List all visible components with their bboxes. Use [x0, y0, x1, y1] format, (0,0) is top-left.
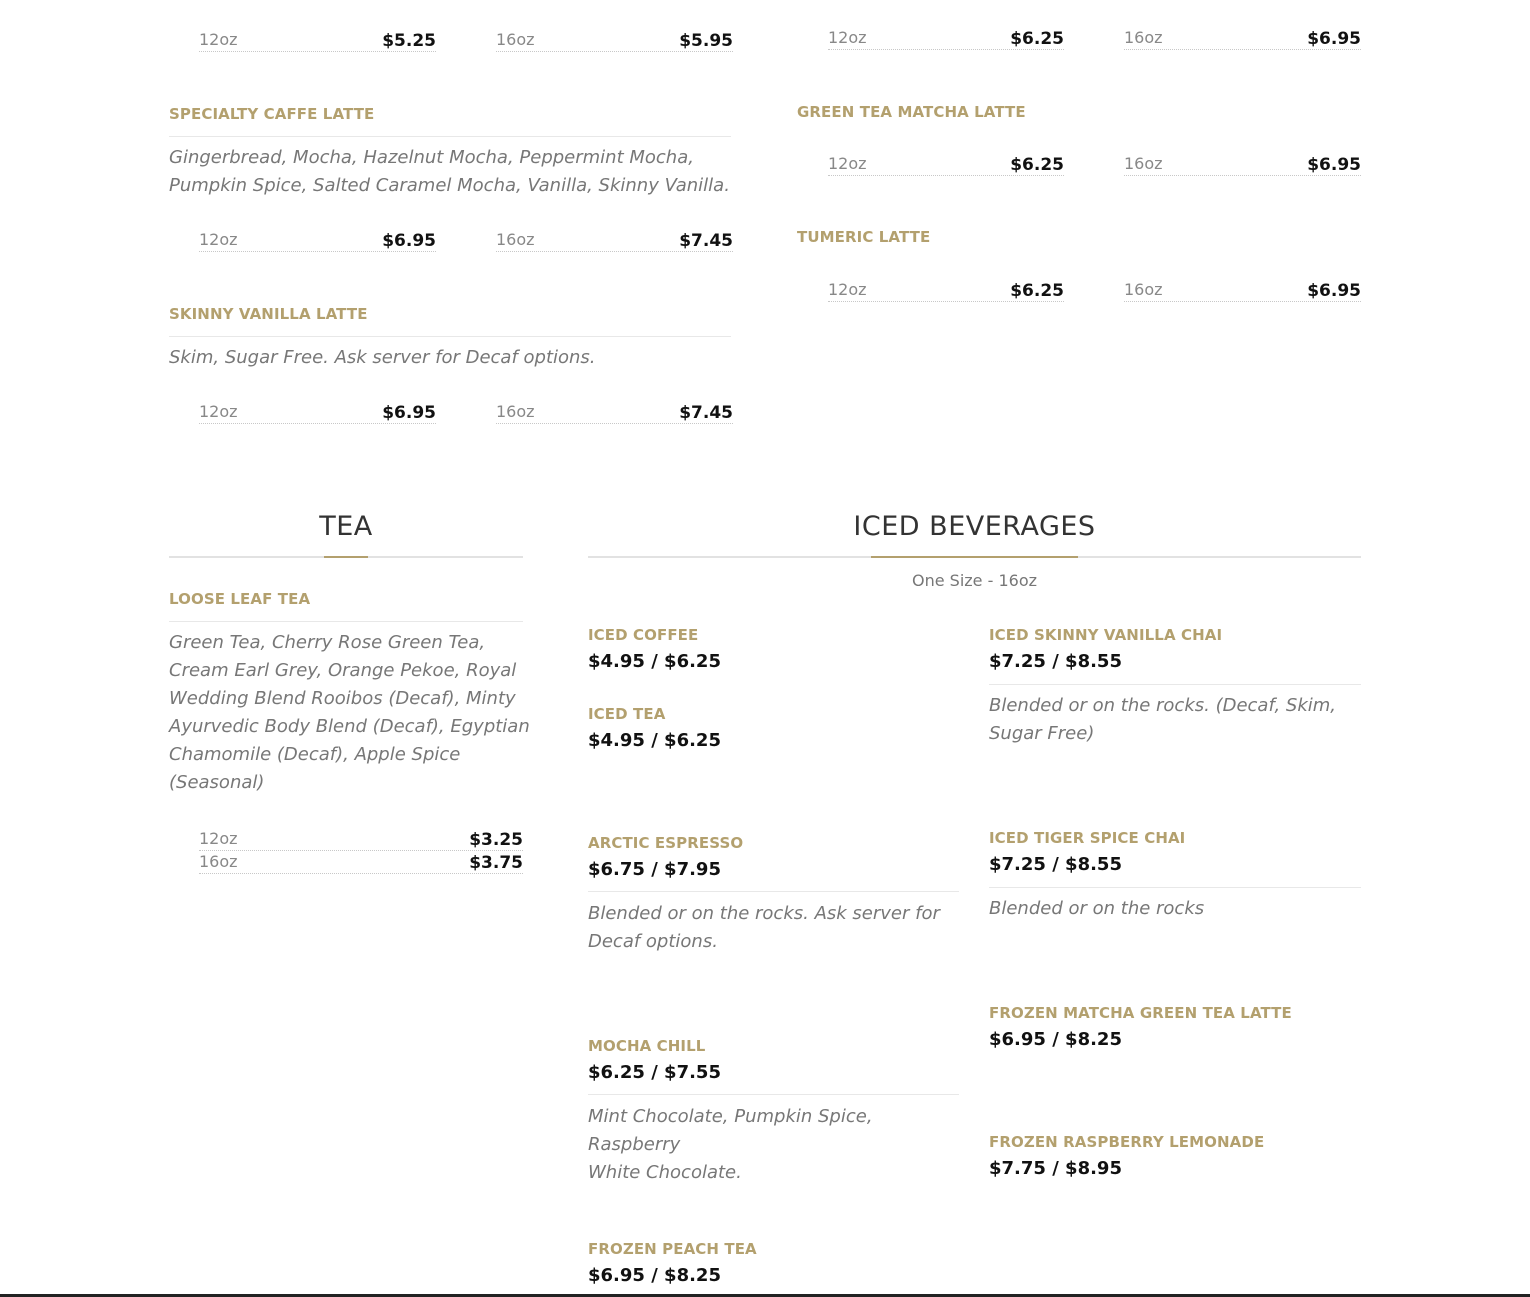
description-line: Cream Earl Grey, Orange Pekoe, Royal: [169, 660, 517, 681]
size-label: 16oz: [496, 402, 535, 421]
item-title-tumeric-latte: TUMERIC LATTE: [797, 228, 931, 246]
description-line: Pumpkin Spice, Salted Caramel Mocha, Vanilla, Skinny Vanilla.: [169, 175, 730, 196]
size-label: 12oz: [199, 230, 238, 249]
description-line: Blended or on the rocks. (Decaf, Skim,: [989, 695, 1337, 716]
price: $4.95 / $6.25: [588, 730, 721, 751]
size-label: 16oz: [199, 852, 238, 871]
item-title-frozen-matcha-green-tea-latte: FROZEN MATCHA GREEN TEA LATTE: [989, 1004, 1292, 1022]
description-line: Blended or on the rocks. Ask server for: [588, 903, 940, 924]
item-title-green-tea-matcha-latte: GREEN TEA MATCHA LATTE: [797, 103, 1026, 121]
item-description: [169, 344, 769, 372]
divider: [169, 336, 731, 337]
item-description: [169, 144, 769, 200]
size-label: 16oz: [1124, 280, 1163, 299]
size-label: 16oz: [1124, 28, 1163, 47]
price: $6.95 / $8.25: [989, 1029, 1122, 1050]
section-title-tea: TEA: [319, 511, 373, 542]
description-line: White Chocolate.: [588, 1162, 742, 1183]
price: $6.95: [1307, 29, 1361, 49]
price: $7.75 / $8.95: [989, 1158, 1122, 1179]
size-label: 12oz: [828, 28, 867, 47]
divider: [588, 891, 959, 892]
size-row: [496, 230, 733, 252]
size-row: [496, 30, 733, 52]
section-accent: [871, 556, 1078, 558]
size-label: 16oz: [1124, 154, 1163, 173]
size-row: [199, 829, 523, 851]
size-row: [199, 402, 436, 424]
item-description: [588, 1103, 968, 1187]
size-label: 12oz: [199, 829, 238, 848]
item-description: [588, 900, 968, 956]
price: $5.95: [679, 31, 733, 51]
description-line: Green Tea, Cherry Rose Green Tea,: [169, 632, 486, 653]
item-title-iced-tea: ICED TEA: [588, 705, 666, 723]
item-title-iced-coffee: ICED COFFEE: [588, 626, 699, 644]
size-label: 16oz: [496, 30, 535, 49]
size-row: [828, 28, 1064, 50]
description-line: (Seasonal): [169, 772, 265, 793]
divider: [989, 684, 1361, 685]
description-line: Decaf options.: [588, 931, 718, 952]
price: $7.25 / $8.55: [989, 651, 1122, 672]
price: $3.75: [469, 853, 523, 873]
description-line: Sugar Free): [989, 723, 1095, 744]
divider: [989, 887, 1361, 888]
price: $7.45: [679, 403, 733, 423]
item-title-skinny-vanilla-latte: SKINNY VANILLA LATTE: [169, 305, 368, 323]
item-title-frozen-peach-tea: FROZEN PEACH TEA: [588, 1240, 757, 1258]
price: $3.25: [469, 830, 523, 850]
item-description: [169, 629, 569, 797]
description-line: Ayurvedic Body Blend (Decaf), Egyptian: [169, 716, 530, 737]
size-label: 12oz: [199, 402, 238, 421]
item-description: [989, 895, 1361, 923]
item-title-iced-skinny-vanilla-chai: ICED SKINNY VANILLA CHAI: [989, 626, 1223, 644]
description-line: Skim, Sugar Free. Ask server for Decaf options.: [169, 347, 596, 368]
item-description: [989, 692, 1361, 748]
description-line: Mint Chocolate, Pumpkin Spice, Raspberry: [588, 1106, 873, 1155]
section-accent: [324, 556, 368, 558]
size-row: [199, 230, 436, 252]
price: $6.95: [1307, 281, 1361, 301]
size-row: [1124, 280, 1361, 302]
price: $4.95 / $6.25: [588, 651, 721, 672]
price: $5.25: [382, 31, 436, 51]
description-line: Gingerbread, Mocha, Hazelnut Mocha, Peppermint Mocha,: [169, 147, 694, 168]
size-label: 16oz: [496, 230, 535, 249]
divider: [169, 621, 523, 622]
description-line: Wedding Blend Rooibos (Decaf), Minty: [169, 688, 516, 709]
size-label: 12oz: [199, 30, 238, 49]
item-title-specialty-caffe-latte: SPECIALTY CAFFE LATTE: [169, 105, 375, 123]
item-title-iced-tiger-spice-chai: ICED TIGER SPICE CHAI: [989, 829, 1186, 847]
item-title-frozen-raspberry-lemonade: FROZEN RASPBERRY LEMONADE: [989, 1133, 1265, 1151]
price: $6.25: [1010, 281, 1064, 301]
price: $7.25 / $8.55: [989, 854, 1122, 875]
section-title-iced-beverages: ICED BEVERAGES: [853, 511, 1096, 542]
price: $6.95: [382, 231, 436, 251]
divider: [588, 1094, 959, 1095]
size-row: [199, 852, 523, 874]
size-row: [1124, 28, 1361, 50]
price: $6.95 / $8.25: [588, 1265, 721, 1286]
item-title-mocha-chill: MOCHA CHILL: [588, 1037, 706, 1055]
size-row: [199, 30, 436, 52]
price: $6.75 / $7.95: [588, 859, 721, 880]
description-line: Chamomile (Decaf), Apple Spice: [169, 744, 461, 765]
size-row: [496, 402, 733, 424]
size-label: 12oz: [828, 280, 867, 299]
size-row: [1124, 154, 1361, 176]
price: $6.25: [1010, 155, 1064, 175]
description-line: Blended or on the rocks: [989, 898, 1205, 919]
size-note: One Size - 16oz: [912, 571, 1037, 590]
price: $6.95: [382, 403, 436, 423]
price: $6.25 / $7.55: [588, 1062, 721, 1083]
price: $6.95: [1307, 155, 1361, 175]
size-label: 12oz: [828, 154, 867, 173]
price: $6.25: [1010, 29, 1064, 49]
item-title-loose-leaf-tea: LOOSE LEAF TEA: [169, 590, 311, 608]
item-title-arctic-espresso: ARCTIC ESPRESSO: [588, 834, 744, 852]
price: $7.45: [679, 231, 733, 251]
divider: [169, 136, 731, 137]
size-row: [828, 280, 1064, 302]
size-row: [828, 154, 1064, 176]
